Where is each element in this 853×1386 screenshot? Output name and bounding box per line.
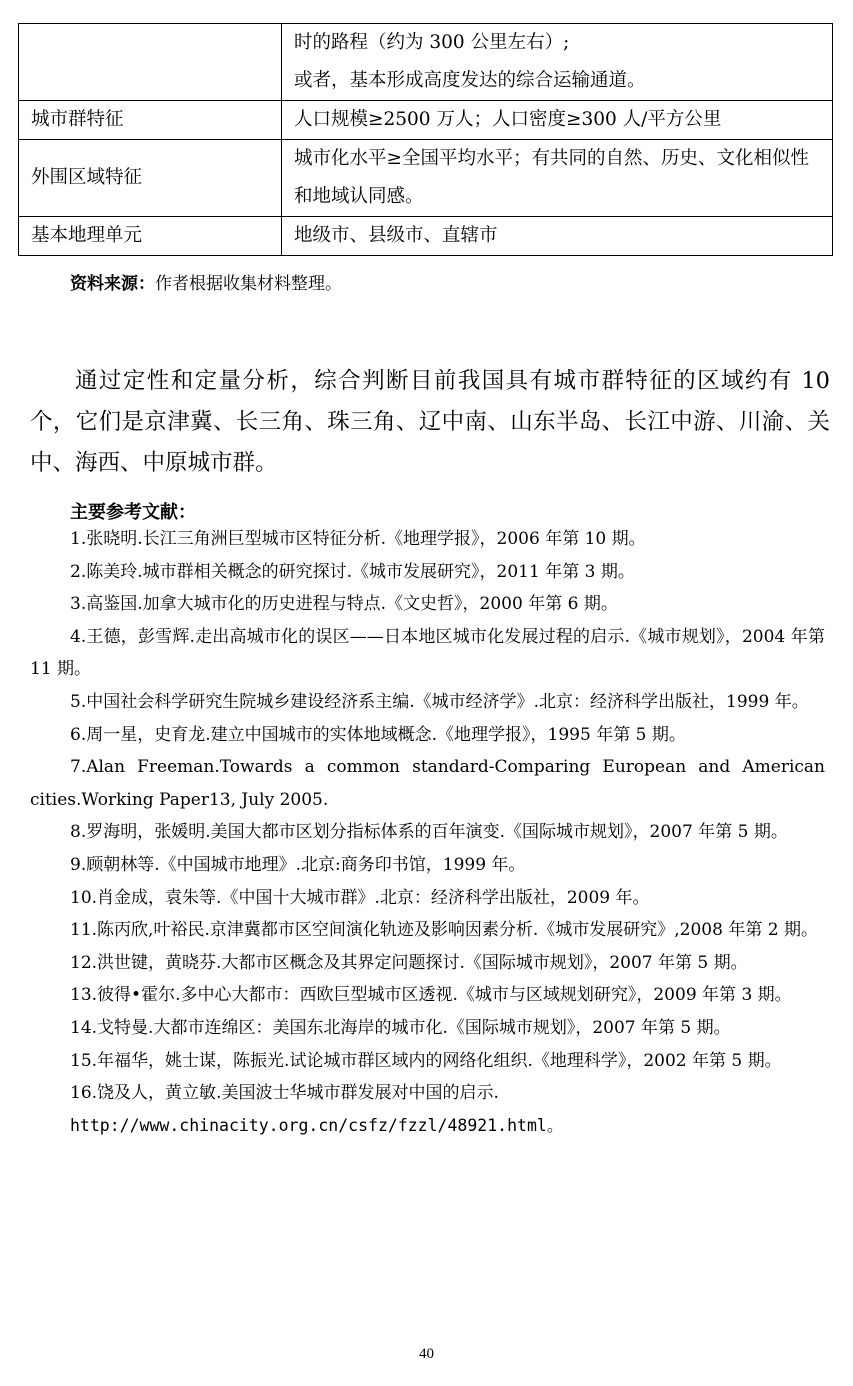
references-title: 主要参考文献： (70, 502, 196, 523)
table-row-label: 外围区域特征 (19, 140, 282, 217)
page-number: 40 (419, 1346, 434, 1362)
reference-item: 14.戈特曼.大都市连绵区：美国东北海岸的城市化.《国际城市规划》，2007 年第 5 期。 (70, 1017, 731, 1038)
table-row (19, 24, 833, 101)
reference-item: 11.陈丙欣,叶裕民.京津冀都市区空间演化轨迹及影响因素分析.《城市发展研究》,2008 年第 2 期。 (70, 920, 818, 941)
criteria-table (18, 23, 833, 256)
table-row-line: 时的路程（约为 300 公里左右）; (294, 32, 570, 53)
table-row-line: 人口规模≥2500 万人；人口密度≥300 人/平方公里 (294, 109, 722, 130)
reference-item: 3.高鉴国.加拿大城市化的历史进程与特点.《文史哲》，2000 年第 6 期。 (70, 594, 618, 615)
body-paragraph: 通过定性和定量分析，综合判断目前我国具有城市群特征的区域约有 10 个，它们是京津冀、长三角、珠三角、辽中南、山东半岛、长江中游、川渝、关中、海西、中原城市群。 (30, 367, 830, 476)
table-row-label: 城市群特征 (19, 101, 282, 140)
reference-item: 12.洪世键，黄晓芬.大都市区概念及其界定问题探讨.《国际城市规划》，2007 年第 5 期。 (70, 952, 748, 973)
reference-item: 9.顾朝林等.《中国城市地理》.北京:商务印书馆，1999 年。 (70, 854, 526, 875)
reference-url: http://www.chinacity.org.cn/csfz/fzzl/48921.html。 (70, 1115, 564, 1135)
table-row (19, 217, 833, 256)
reference-item: 16.饶及人，黄立敏.美国波士华城市群发展对中国的启示. (70, 1083, 499, 1104)
reference-item: 5.中国社会科学研究生院城乡建设经济系主编.《城市经济学》.北京：经济科学出版社，1999 年。 (70, 691, 809, 712)
source-note (70, 270, 342, 298)
table-row-content (282, 140, 833, 217)
reference-item: 13.彼得•霍尔.多中心大都市：西欧巨型城市区透视.《城市与区域规划研究》，2009 年第 3 期。 (70, 985, 792, 1006)
table-row-content (282, 217, 833, 256)
reference-item: 8.罗海明，张媛明.美国大都市区划分指标体系的百年演变.《国际城市规划》，2007 年第 5 期。 (70, 822, 788, 843)
table-row-content (282, 101, 833, 140)
source-label: 资料来源： (70, 274, 155, 294)
table-row-line: 地级市、县级市、直辖市 (294, 225, 498, 246)
table-row (19, 101, 833, 140)
table-row-label: 基本地理单元 (19, 217, 282, 256)
reference-item: 15.年福华，姚士谋，陈振光.试论城市群区域内的网络化组织.《地理科学》，2002 年第 5 期。 (70, 1050, 782, 1071)
table-row-line: 或者，基本形成高度发达的综合运输通道。 (294, 70, 646, 91)
reference-item: 10.肖金成，袁朱等.《中国十大城市群》.北京：经济科学出版社，2009 年。 (70, 887, 650, 908)
reference-item: 2.陈美玲.城市群相关概念的研究探讨.《城市发展研究》，2011 年第 3 期。 (70, 561, 635, 582)
reference-item: 7.Alan Freeman.Towards a common standard-Comparing European and American cities.Working Paper13, July 2005. (30, 757, 825, 810)
source-text: 作者根据收集材料整理。 (155, 274, 342, 294)
table-row-content (282, 24, 833, 101)
table-row-label (19, 24, 282, 101)
reference-item: 1.张晓明.长江三角洲巨型城市区特征分析.《地理学报》，2006 年第 10 期。 (70, 529, 646, 549)
references-list (30, 523, 825, 1142)
table-row (19, 140, 833, 217)
reference-item: 4.王德，彭雪辉.走出高城市化的误区——日本地区城市化发展过程的启示.《城市规划》，2004 年第 11 期。 (30, 626, 825, 680)
table-row-line: 城市化水平≥全国平均水平；有共同的自然、历史、文化相似性和地域认同感。 (294, 148, 810, 207)
reference-item: 6.周一星，史育龙.建立中国城市的实体地域概念.《地理学报》，1995 年第 5 期。 (70, 724, 686, 745)
